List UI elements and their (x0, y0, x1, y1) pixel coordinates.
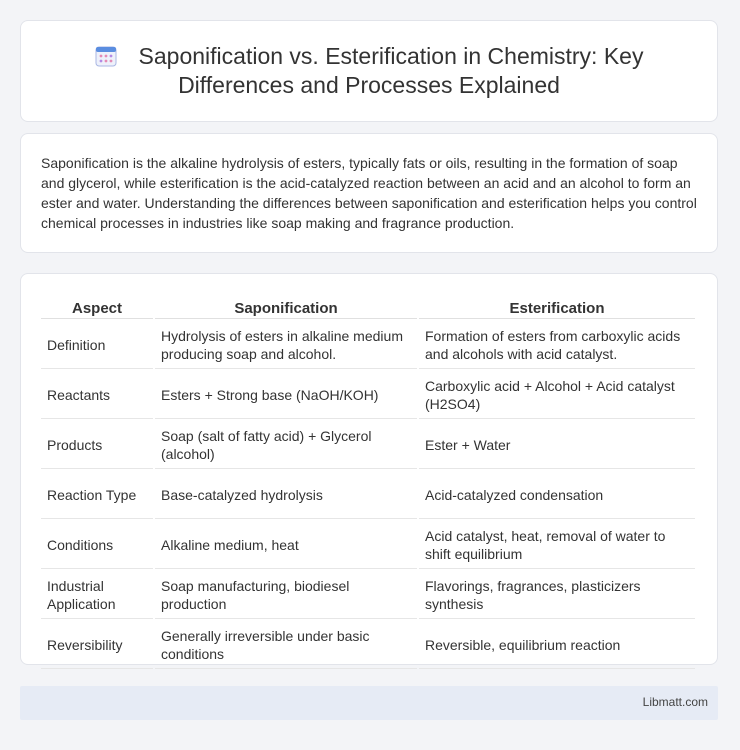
cell-aspect: Conditions (41, 521, 153, 569)
table-header-row (41, 298, 695, 319)
cell-esterification: Acid-catalyzed condensation (419, 471, 695, 519)
header-esterification: Esterification (419, 298, 695, 319)
intro-paragraph: Saponification is the alkaline hydrolysis of esters, typically fats or oils, resulting in the formation of soap and glycerol, while esterification is the acid-catalyzed reaction between an acid and an alcohol to form an ester and water. Understanding the differences between saponification and esterification helps you control chemical processes in industries like soap making and fragrance production. (41, 155, 697, 231)
cell-saponification: Generally irreversible under basic conditions (155, 621, 417, 669)
page-title: Saponification vs. Esterification in Chemistry: Key Differences and Processes Explained (138, 43, 644, 98)
comparison-table (39, 296, 697, 671)
header-saponification: Saponification (155, 298, 417, 319)
cell-esterification: Acid catalyst, heat, removal of water to shift equilibrium (419, 521, 695, 569)
calendar-icon (95, 45, 117, 67)
table-row (41, 321, 695, 369)
intro-card (20, 133, 718, 253)
cell-aspect: Products (41, 421, 153, 469)
page-title-wrap (59, 42, 679, 100)
cell-saponification: Alkaline medium, heat (155, 521, 417, 569)
table-row (41, 471, 695, 519)
cell-aspect: Industrial Application (41, 571, 153, 619)
footer-bar (20, 686, 718, 720)
cell-aspect: Reaction Type (41, 471, 153, 519)
cell-saponification: Soap manufacturing, biodiesel production (155, 571, 417, 619)
cell-esterification: Ester + Water (419, 421, 695, 469)
table-row (41, 421, 695, 469)
header-card (20, 20, 718, 122)
table-row (41, 371, 695, 419)
cell-esterification: Carboxylic acid + Alcohol + Acid catalyst (H2SO4) (419, 371, 695, 419)
cell-saponification: Hydrolysis of esters in alkaline medium producing soap and alcohol. (155, 321, 417, 369)
header-aspect: Aspect (41, 298, 153, 319)
cell-aspect: Definition (41, 321, 153, 369)
cell-esterification: Flavorings, fragrances, plasticizers synthesis (419, 571, 695, 619)
footer-brand-link[interactable]: Libmatt.com (642, 695, 708, 709)
table-row (41, 571, 695, 619)
cell-saponification: Esters + Strong base (NaOH/KOH) (155, 371, 417, 419)
cell-aspect: Reversibility (41, 621, 153, 669)
table-row (41, 521, 695, 569)
cell-saponification: Soap (salt of fatty acid) + Glycerol (alcohol) (155, 421, 417, 469)
cell-aspect: Reactants (41, 371, 153, 419)
cell-esterification: Reversible, equilibrium reaction (419, 621, 695, 669)
cell-saponification: Base-catalyzed hydrolysis (155, 471, 417, 519)
comparison-card (20, 273, 718, 665)
cell-esterification: Formation of esters from carboxylic acids and alcohols with acid catalyst. (419, 321, 695, 369)
table-row (41, 621, 695, 669)
